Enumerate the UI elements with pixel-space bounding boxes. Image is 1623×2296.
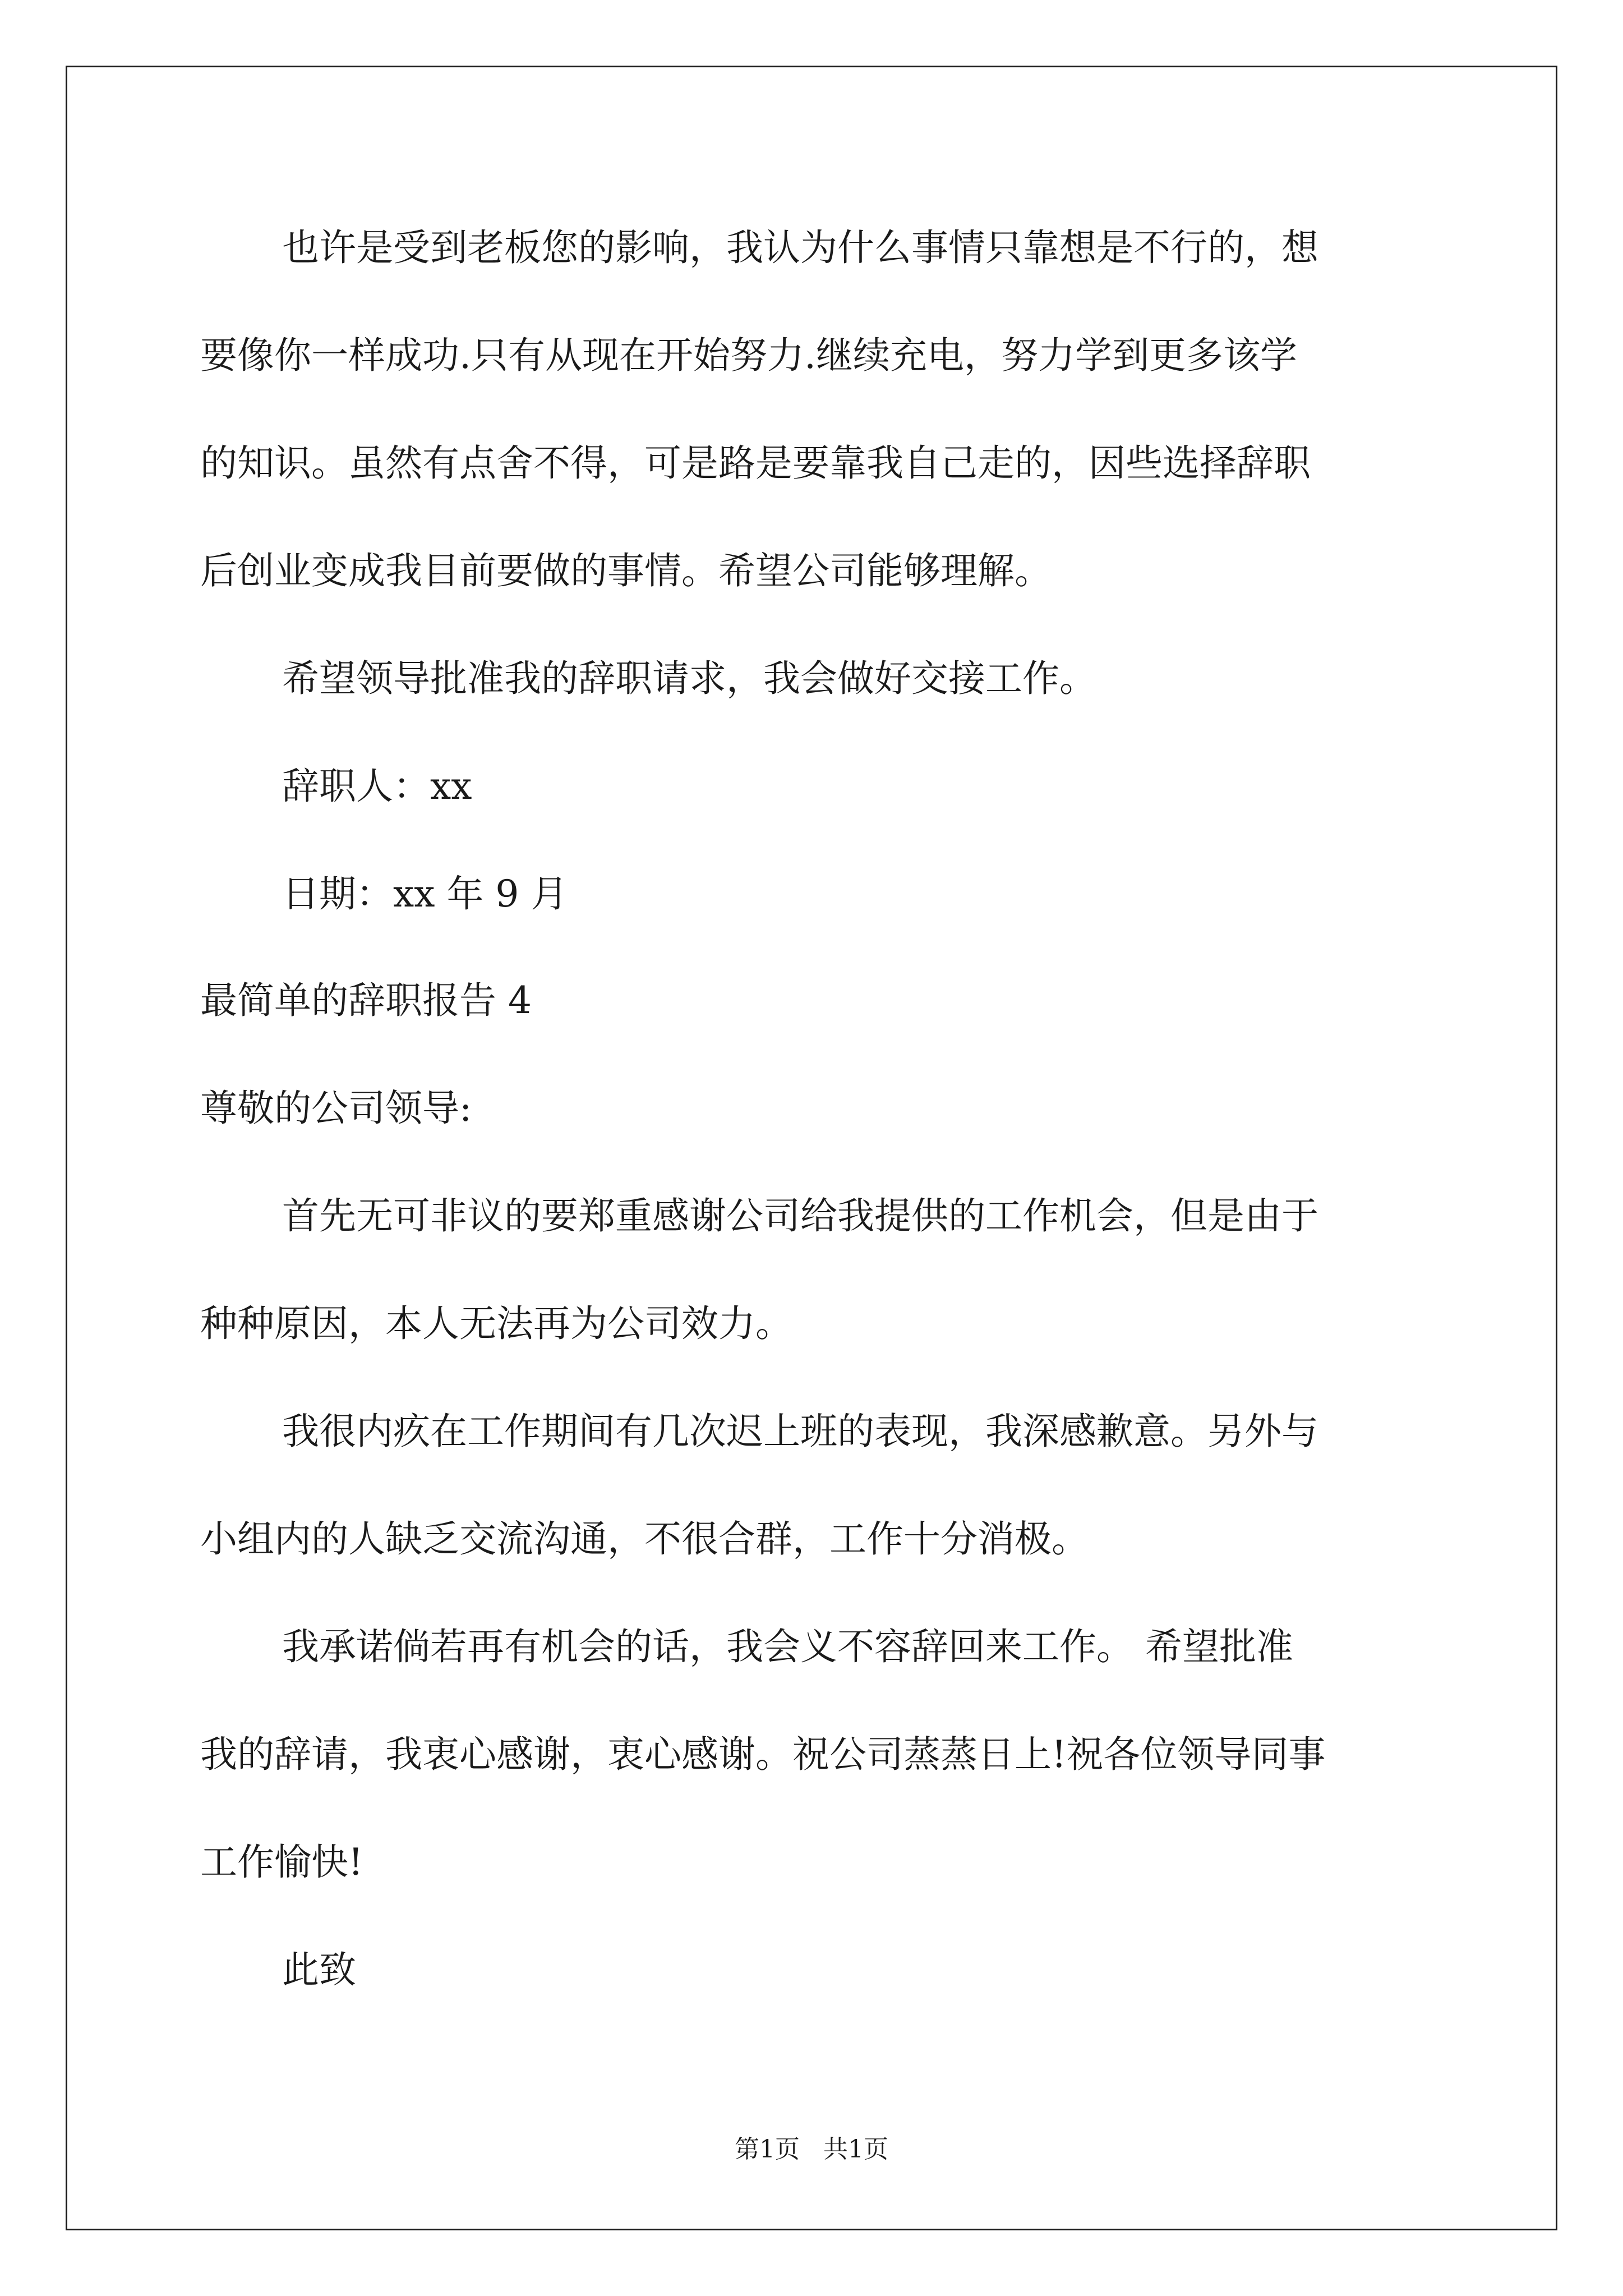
- paragraph-2: 希望领导批准我的辞职请求，我会做好交接工作。: [282, 657, 1096, 700]
- paragraph-1-line-2: 要像你一样成功.只有从现在开始努力.继续充电，努力学到更多该学: [200, 334, 1297, 377]
- paragraph-3-line-2: 种种原因，本人无法再为公司效力。: [200, 1302, 792, 1345]
- paragraph-5-line-3: 工作愉快!: [200, 1841, 363, 1884]
- paragraph-3-line-1: 首先无可非议的要郑重感谢公司给我提供的工作机会，但是由于: [282, 1194, 1318, 1237]
- page-footer: 第1页 共1页: [735, 2135, 888, 2164]
- salutation: 尊敬的公司领导:: [200, 1087, 472, 1130]
- paragraph-1-line-3: 的知识。虽然有点舍不得，可是路是要靠我自己走的，因些选择辞职: [200, 441, 1311, 485]
- page-border: [66, 66, 1557, 2230]
- paragraph-4-line-2: 小组内的人缺乏交流沟通，不很合群，工作十分消极。: [200, 1517, 1089, 1561]
- paragraph-5-line-1: 我承诺倘若再有机会的话，我会义不容辞回来工作。 希望批准: [282, 1625, 1293, 1668]
- paragraph-1-line-4: 后创业变成我目前要做的事情。希望公司能够理解。: [200, 549, 1052, 592]
- closing-line: 此致: [282, 1948, 356, 1991]
- date-line: 日期：xx 年 9 月: [282, 872, 568, 915]
- paragraph-1-line-1: 也许是受到老板您的影响，我认为什么事情只靠想是不行的，想: [282, 226, 1318, 269]
- section-title: 最简单的辞职报告 4: [200, 979, 532, 1022]
- signatory-line: 辞职人：xx: [282, 765, 472, 808]
- paragraph-5-line-2: 我的辞请，我衷心感谢，衷心感谢。祝公司蒸蒸日上!祝各位领导同事: [200, 1733, 1326, 1776]
- paragraph-4-line-1: 我很内疚在工作期间有几次迟上班的表现，我深感歉意。另外与: [282, 1410, 1318, 1453]
